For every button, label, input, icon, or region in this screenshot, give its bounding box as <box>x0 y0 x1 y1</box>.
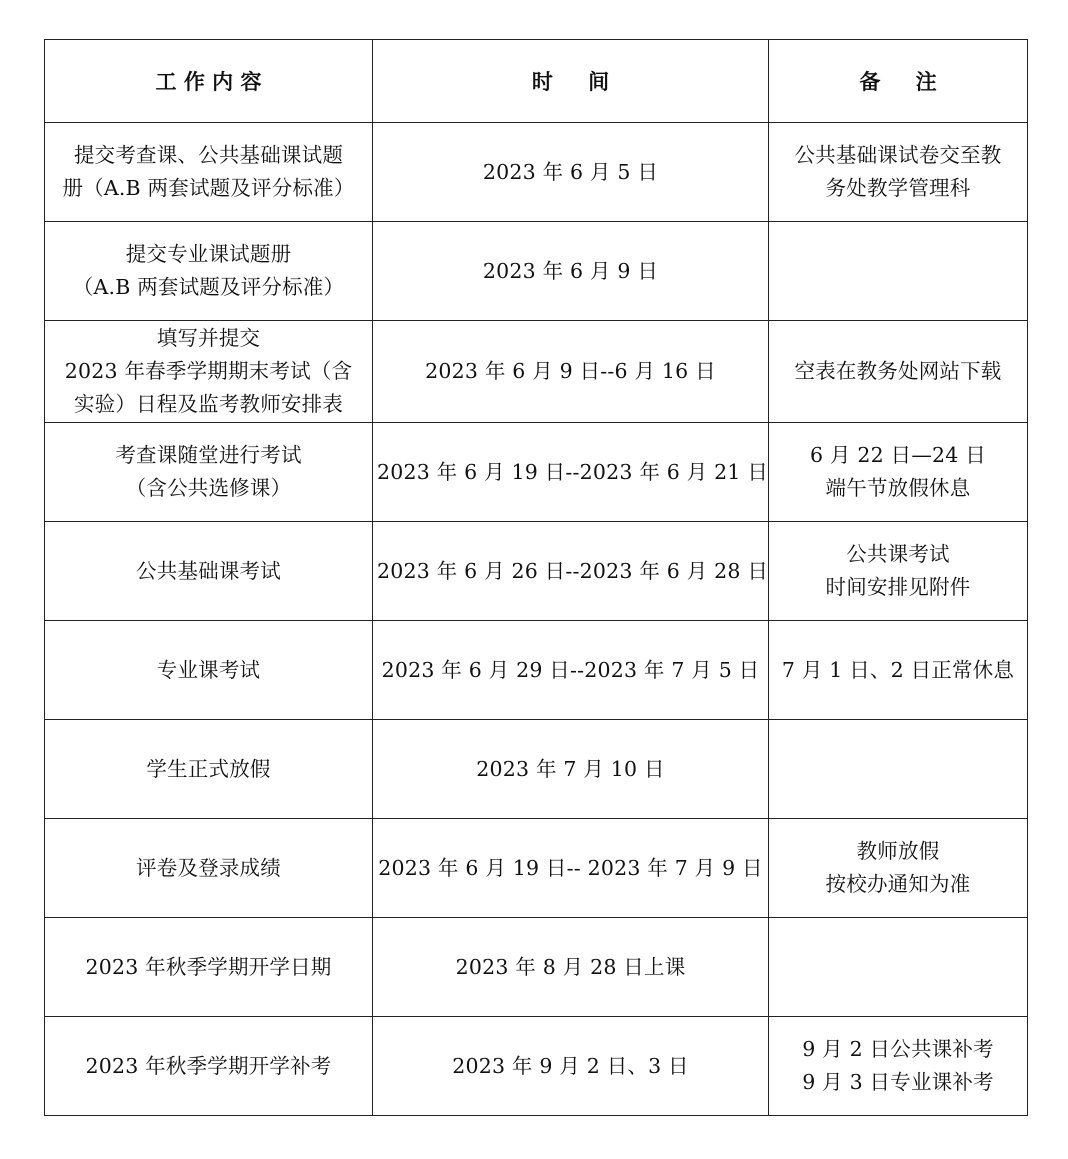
note-line: 9 月 3 日专业课补考 <box>802 1070 994 1094</box>
time-line: 2023 年 7 月 10 日 <box>476 756 665 781</box>
task-line: 2023 年春季学期期末考试（含 <box>64 359 353 383</box>
table-row <box>45 621 1028 720</box>
task-line: 评卷及登录成绩 <box>136 855 281 880</box>
note-line: 按校办通知为准 <box>825 872 971 896</box>
table-row <box>45 423 1028 522</box>
time-cell <box>373 1017 769 1116</box>
time-cell <box>373 720 769 819</box>
task-line: 填写并提交 <box>156 326 261 350</box>
note-cell <box>769 222 1028 321</box>
note-line: 空表在教务处网站下载 <box>794 359 1002 383</box>
time-cell <box>373 423 769 522</box>
time-cell <box>373 222 769 321</box>
task-line: 考查课随堂进行考试 <box>115 443 302 467</box>
task-line: 实验）日程及监考教师安排表 <box>73 392 344 416</box>
task-line: 公共基础课考试 <box>136 558 281 583</box>
task-line: 提交考查课、公共基础课试题 <box>73 143 344 167</box>
note-line: 7 月 1 日、2 日正常休息 <box>781 657 1015 682</box>
note-cell <box>769 1017 1028 1116</box>
time-line: 2023 年 6 月 9 日 <box>482 258 659 283</box>
task-line: 提交专业课试题册 <box>125 242 292 266</box>
note-cell <box>769 621 1028 720</box>
task-line: 2023 年秋季学期开学日期 <box>85 954 332 979</box>
time-cell <box>373 621 769 720</box>
time-cell <box>373 321 769 423</box>
time-line: 2023 年 6 月 29 日--2023 年 7 月 5 日 <box>381 657 760 682</box>
task-cell <box>45 123 373 222</box>
table-header-row <box>45 40 1028 123</box>
time-line: 2023 年 6 月 19 日--2023 年 6 月 21 日 <box>377 459 769 484</box>
note-cell <box>769 321 1028 423</box>
note-line: 时间安排见附件 <box>825 575 971 599</box>
note-cell <box>769 819 1028 918</box>
task-line: （含公共选修课） <box>125 476 292 500</box>
task-cell <box>45 819 373 918</box>
task-cell <box>45 522 373 621</box>
note-line: 教师放假 <box>856 839 940 863</box>
task-cell <box>45 1017 373 1116</box>
time-cell <box>373 522 769 621</box>
task-cell <box>45 720 373 819</box>
time-cell <box>373 918 769 1017</box>
header-task: 工 作 内 容 <box>45 40 373 123</box>
task-line: 学生正式放假 <box>146 756 271 781</box>
note-cell <box>769 522 1028 621</box>
note-line: 6 月 22 日—24 日 <box>810 443 986 467</box>
task-cell <box>45 621 373 720</box>
task-cell <box>45 222 373 321</box>
task-line: 2023 年秋季学期开学补考 <box>85 1053 332 1078</box>
task-cell <box>45 321 373 423</box>
time-line: 2023 年 9 月 2 日、3 日 <box>452 1053 689 1078</box>
time-cell <box>373 819 769 918</box>
note-line: 务处教学管理科 <box>825 176 971 200</box>
task-line: 专业课考试 <box>156 657 261 682</box>
note-line: 9 月 2 日公共课补考 <box>802 1037 994 1061</box>
table-row <box>45 720 1028 819</box>
table-row <box>45 222 1028 321</box>
note-cell <box>769 123 1028 222</box>
time-cell <box>373 123 769 222</box>
table-row <box>45 918 1028 1017</box>
task-cell <box>45 918 373 1017</box>
task-line: （A.B 两套试题及评分标准） <box>72 275 345 299</box>
note-line: 端午节放假休息 <box>825 476 971 500</box>
time-line: 2023 年 6 月 9 日--6 月 16 日 <box>425 359 716 383</box>
table-row <box>45 522 1028 621</box>
header-time: 时 间 <box>373 40 769 123</box>
task-cell <box>45 423 373 522</box>
task-line: 册（A.B 两套试题及评分标准） <box>62 176 355 200</box>
note-cell <box>769 720 1028 819</box>
time-line: 2023 年 6 月 19 日-- 2023 年 7 月 9 日 <box>378 855 763 880</box>
header-note: 备 注 <box>769 40 1028 123</box>
table-body <box>45 123 1028 1116</box>
note-cell <box>769 423 1028 522</box>
note-line: 公共课考试 <box>846 542 950 566</box>
time-line: 2023 年 8 月 28 日上课 <box>455 954 686 979</box>
table-row <box>45 321 1028 423</box>
table-row <box>45 819 1028 918</box>
table-row <box>45 1017 1028 1116</box>
time-line: 2023 年 6 月 5 日 <box>482 159 659 184</box>
exam-schedule-table <box>44 39 1028 1116</box>
table-row <box>45 123 1028 222</box>
note-line: 公共基础课试卷交至教 <box>794 143 1002 167</box>
note-cell <box>769 918 1028 1017</box>
time-line: 2023 年 6 月 26 日--2023 年 6 月 28 日 <box>377 558 769 583</box>
